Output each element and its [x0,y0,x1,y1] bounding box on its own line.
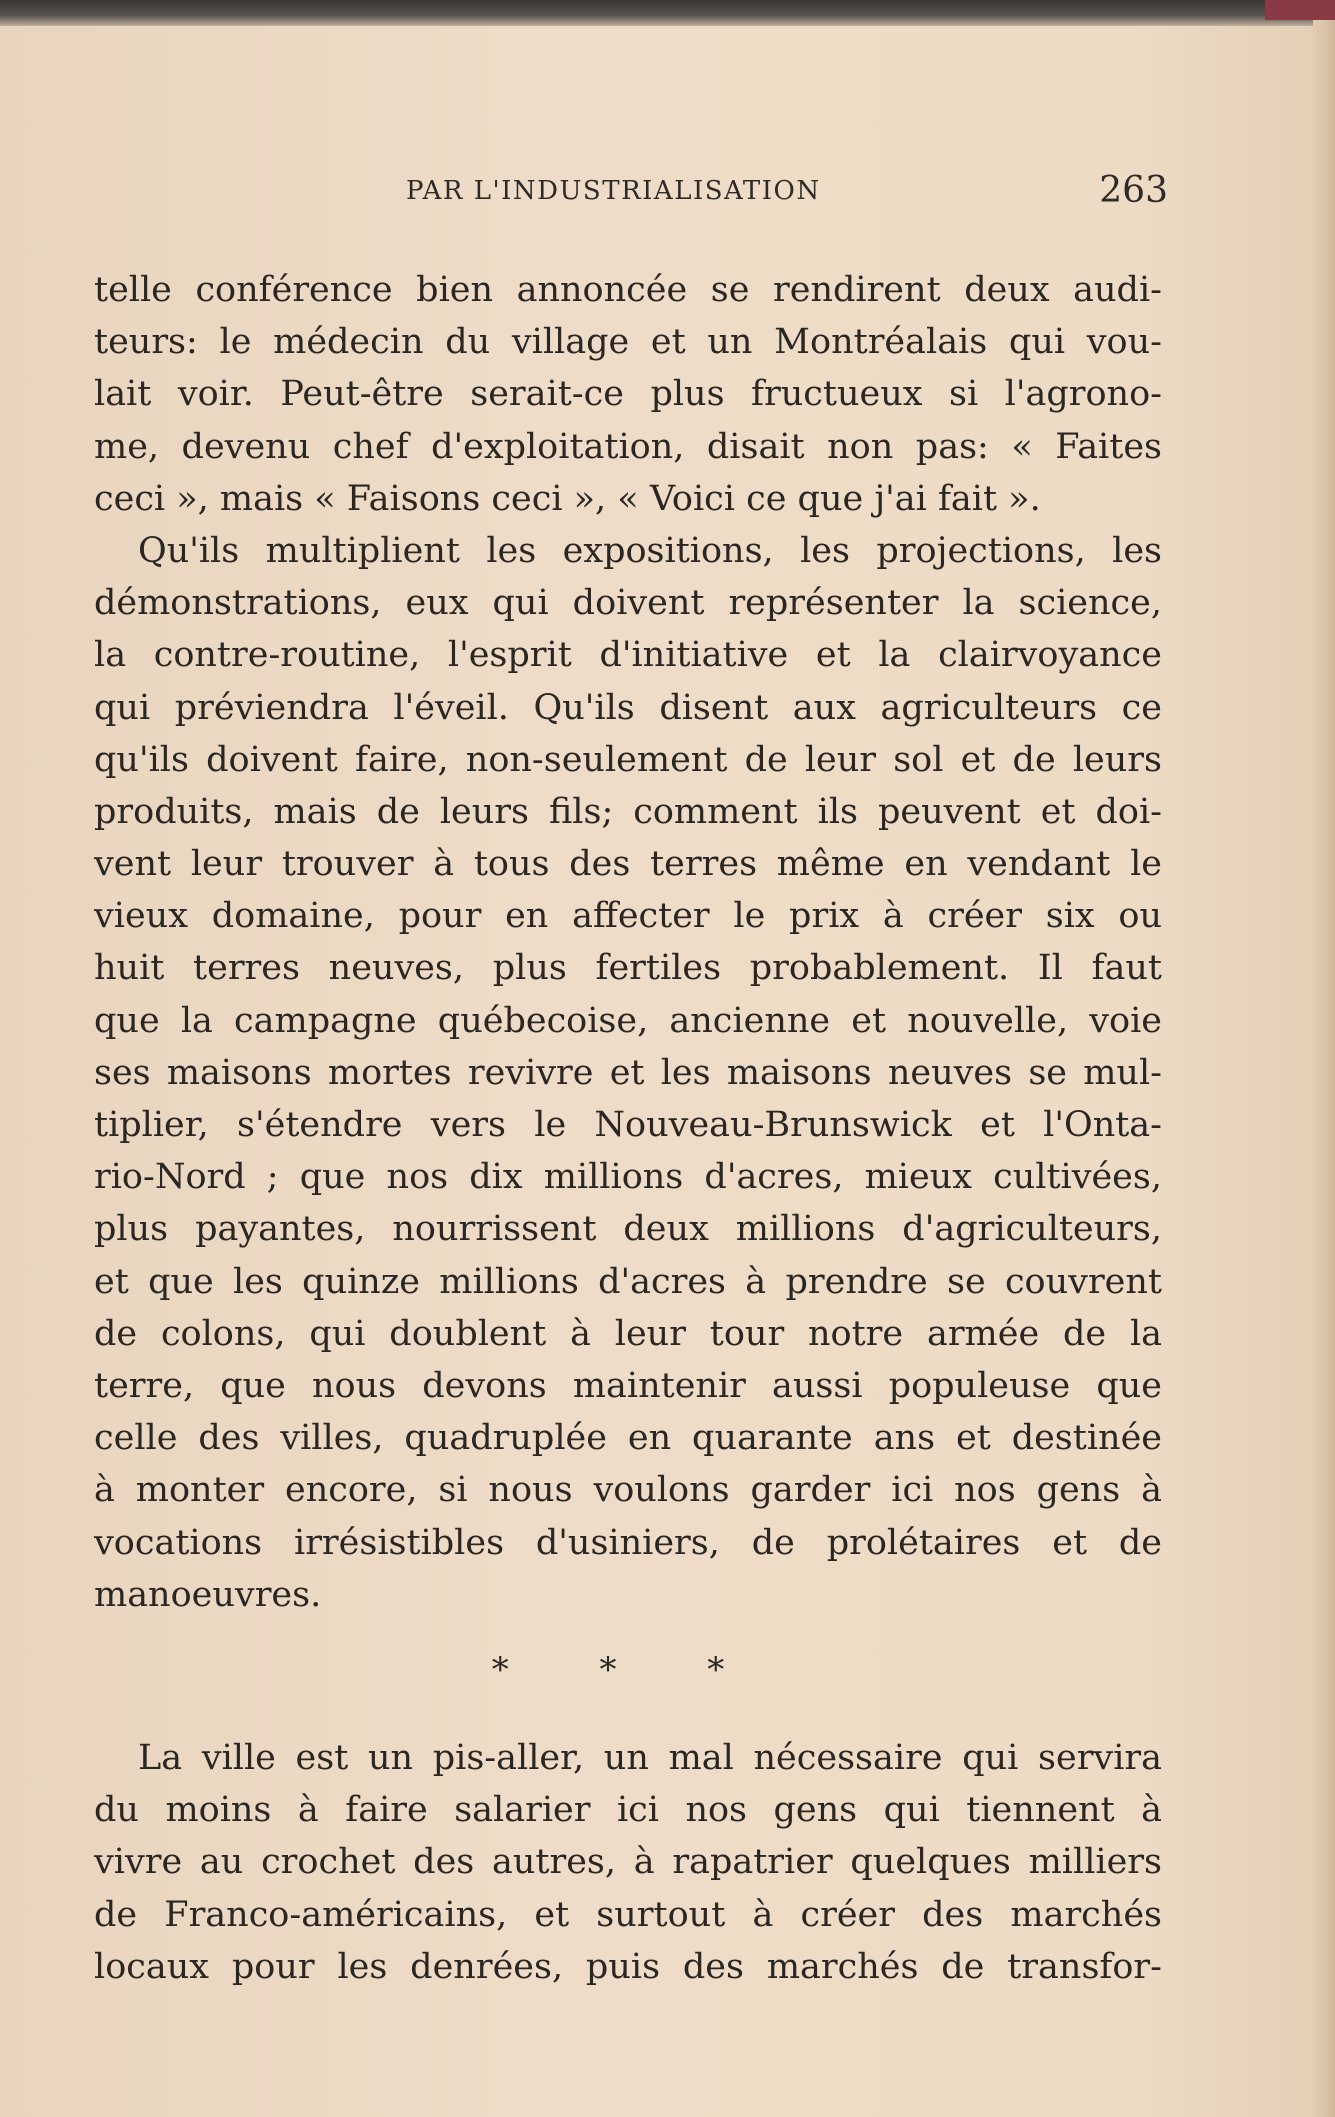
text-line: vocations irrésistibles d'usiniers, de prolétaires et de [94,1522,1162,1563]
text-line: ceci », mais « Faisons ceci », « Voici ce que j'ai fait ». [94,478,1041,519]
page-right-edge [1313,20,1335,2117]
running-title: PAR L'INDUSTRIALISATION [406,176,821,206]
text-line: rio-Nord ; que nos dix millions d'acres, mieux cultivées, [94,1157,1162,1198]
page-top-edge [0,0,1335,26]
text-line: produits, mais de leurs fils; comment ils peuvent et doi- [94,791,1162,832]
text-line: vivre au crochet des autres, à rapatrier quelques milliers [94,1842,1162,1883]
text-line: teurs: le médecin du village et un Montréalais qui vou- [94,322,1162,363]
text-line: celle des villes, quadruplée en quarante ans et destinée [94,1418,1162,1459]
text-line: tiplier, s'étendre vers le Nouveau-Brunswick et l'Onta- [94,1105,1162,1145]
text-line: démonstrations, eux qui doivent représenter la science, [94,583,1162,624]
text-line: La ville est un pis-aller, un mal nécessaire qui servira [138,1738,1162,1778]
text-line: qui préviendra l'éveil. Qu'ils disent aux agriculteurs ce [94,687,1162,728]
text-line: et que les quinze millions d'acres à prendre se couvrent [94,1261,1162,1302]
page-number: 263 [1099,170,1168,211]
running-head [96,170,1168,214]
text-line: terre, que nous devons maintenir aussi populeuse que [94,1365,1162,1406]
text-line: de colons, qui doublent à leur tour notre armée de la [94,1313,1162,1354]
text-line: ses maisons mortes revivre et les maisons neuves se mul- [94,1052,1162,1093]
body-text-continued [94,1732,1162,1993]
text-line: locaux pour les denrées, puis des marchés de transfor- [94,1946,1162,1987]
text-line: que la campagne québecoise, ancienne et nouvelle, voie [94,1000,1162,1041]
text-line: à monter encore, si nous voulons garder ici nos gens à [94,1470,1162,1511]
text-line: telle conférence bien annoncée se rendirent deux audi- [94,270,1162,310]
binding-ribbon [1265,0,1335,20]
text-line: de Franco-américains, et surtout à créer des marchés [94,1894,1162,1935]
text-line: Qu'ils multiplient les expositions, les projections, les [138,530,1162,571]
text-line: plus payantes, nourrissent deux millions d'agriculteurs, [94,1209,1162,1250]
text-line: du moins à faire salarier ici nos gens qui tiennent à [94,1790,1162,1831]
text-line: me, devenu chef d'exploitation, disait non pas: « Faites [94,426,1162,467]
text-line: manoeuvres. [94,1574,322,1615]
text-line: vieux domaine, pour en affecter le prix à créer six ou [94,896,1162,937]
text-line: huit terres neuves, plus fertiles probablement. Il faut [94,948,1162,989]
text-line: la contre-routine, l'esprit d'initiative et la clairvoyance [94,635,1162,676]
text-line: lait voir. Peut-être serait-ce plus fructueux si l'agrono- [94,374,1162,415]
text-line: vent leur trouver à tous des terres même en vendant le [94,844,1162,885]
section-separator: * * * [491,1650,765,1690]
text-line: qu'ils doivent faire, non-seulement de leur sol et de leurs [94,739,1162,780]
body-text [94,264,1162,1621]
